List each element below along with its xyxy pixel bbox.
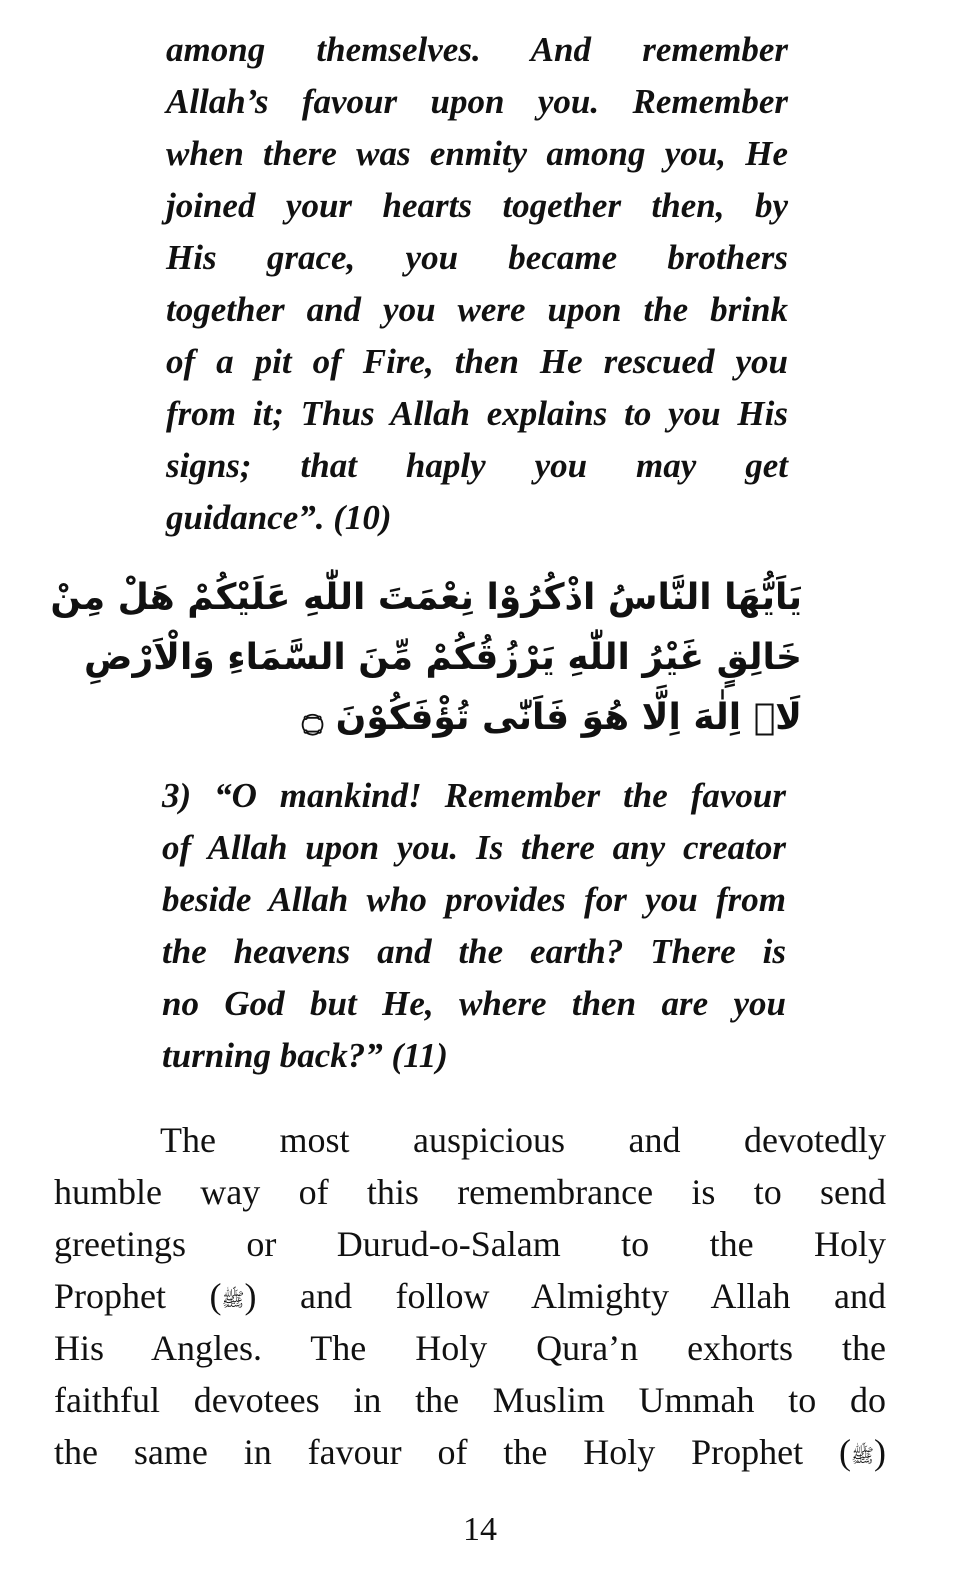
body-line: greetings or Durud-o-Salam to the Holy — [54, 1224, 886, 1264]
page-number: 14 — [463, 1511, 497, 1548]
quote-line: beside Allah who provides for you from — [162, 880, 786, 919]
quote-line: the heavens and the earth? There is — [162, 932, 786, 971]
quote-line: signs; that haply you may get — [166, 446, 788, 485]
quote-line: when there was enmity among you, He — [166, 134, 788, 173]
arabic-line: لَاۤ اِلٰهَ اِلَّا هُوَ فَاَنّٰى تُؤْفَكُوْنَ ۝ — [302, 697, 802, 738]
body-line: faithful devotees in the Muslim Ummah to do — [54, 1380, 886, 1420]
body-text: ) — [874, 1432, 886, 1472]
quote-line: Allah’s favour upon you. Remember — [166, 82, 788, 121]
quote-line: His grace, you became brothers — [166, 238, 788, 277]
quote-line: together and you were upon the brink — [166, 290, 788, 329]
body-text: the same in favour of the Holy Prophet ( — [54, 1432, 852, 1472]
quote-line: guidance”. (10) — [166, 498, 392, 537]
quote-line: of a pit of Fire, then He rescued you — [166, 342, 788, 381]
body-line: His Angles. The Holy Qura’n exhorts the — [54, 1328, 886, 1368]
body-line — [54, 1270, 886, 1322]
quote-line: turning back?” (11) — [162, 1036, 448, 1075]
body-text: Prophet ( — [54, 1276, 222, 1316]
quote-line: of Allah upon you. Is there any creator — [162, 828, 786, 867]
quote-line: among themselves. And remember — [166, 30, 788, 69]
arabic-line: خَالِقٍ غَيْرُ اللّٰهِ يَرْزُقُكُمْ مِّنَ السَّمَاءِ وَالْاَرْضِ — [84, 637, 802, 678]
salutation-seal-icon: ﷺ — [851, 1444, 874, 1467]
body-line: humble way of this remembrance is to send — [54, 1172, 886, 1212]
arabic-line: يَاَيُّهَا النَّاسُ اذْكُرُوْا نِعْمَتَ اللّٰهِ عَلَيْكُمْ هَلْ مِنْ — [50, 577, 802, 618]
quote-line: from it; Thus Allah explains to you His — [166, 394, 788, 433]
body-text: ) and follow Almighty Allah and — [244, 1276, 886, 1316]
quote-line: 3) “O mankind! Remember the favour — [162, 776, 786, 815]
body-line — [54, 1426, 886, 1478]
quote-line: no God but He, where then are you — [162, 984, 786, 1023]
quote-line: joined your hearts together then, by — [166, 186, 788, 225]
salutation-seal-icon: ﷺ — [221, 1288, 245, 1311]
body-line: The most auspicious and devotedly — [160, 1120, 886, 1160]
